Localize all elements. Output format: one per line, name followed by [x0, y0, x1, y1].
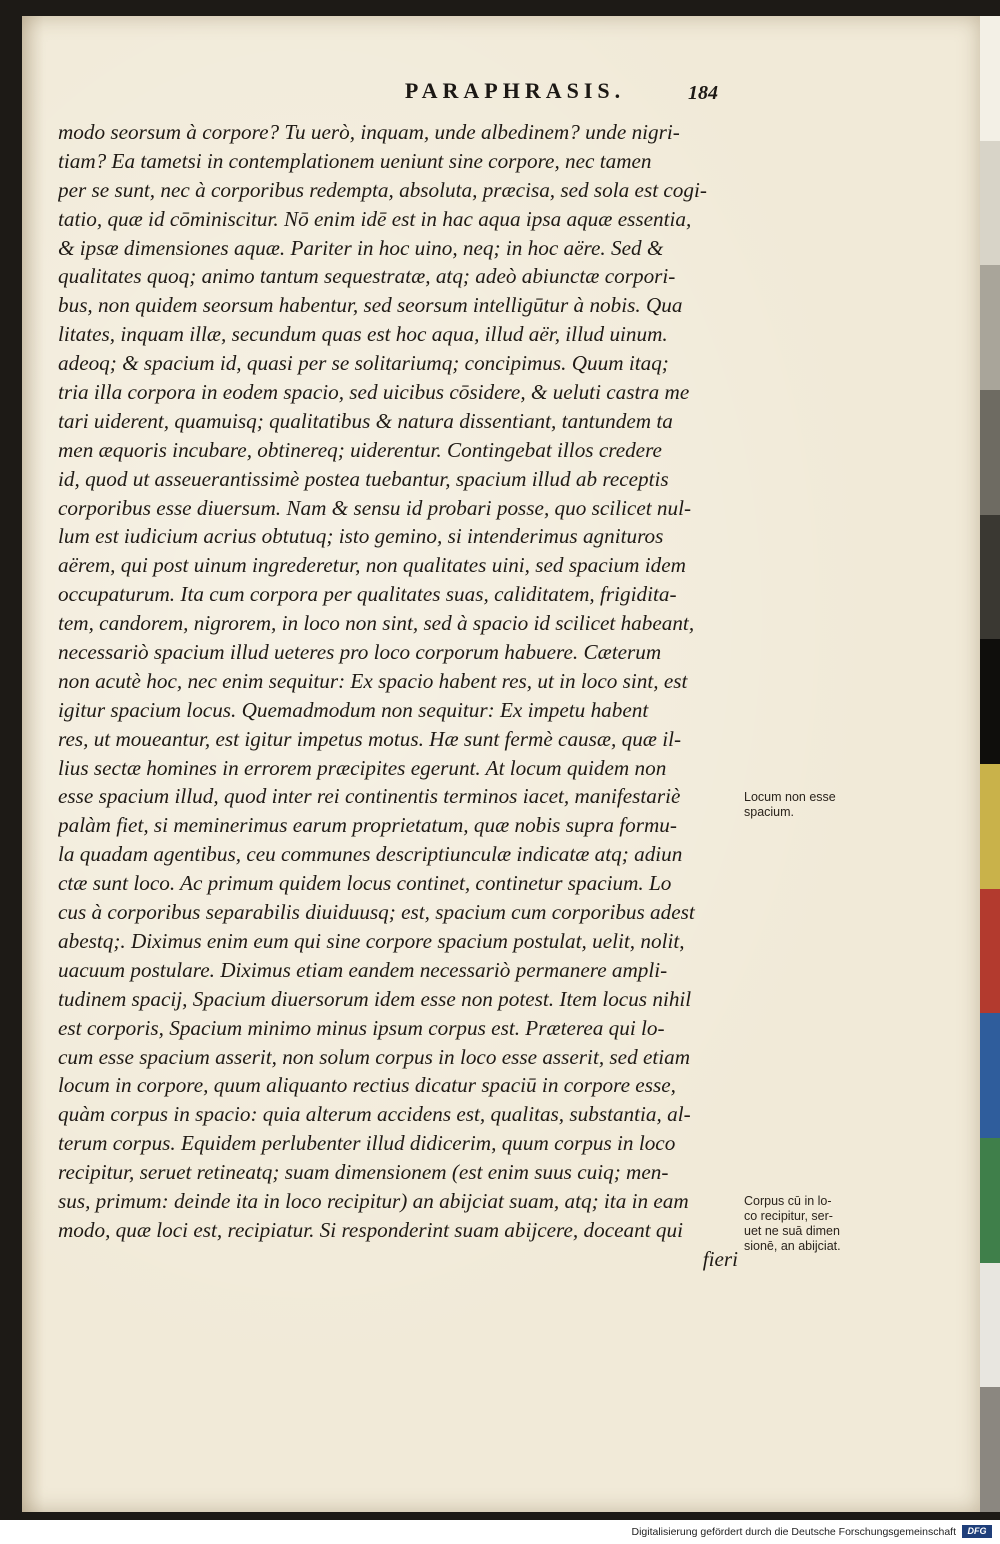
text-line: bus, non quidem seorsum habentur, sed seorsum intelligūtur à nobis. Qua — [58, 293, 683, 318]
running-head: PARAPHRASIS. — [404, 78, 626, 103]
color-swatch — [980, 889, 1000, 1014]
text-line: abestq;. Diximus enim eum qui sine corpore spacium postulat, uelit, nolit, — [58, 928, 685, 953]
text-line: tiam? Ea tametsi in contemplationem ueniunt sine corpore, nec tamen — [58, 148, 652, 173]
color-swatch — [980, 639, 1000, 764]
text-line: esse spacium illud, quod inter rei continentis terminos iacet, manifestariè — [58, 784, 681, 809]
text-line: adeoq; & spacium id, quasi per se solitariumq; concipimus. Quum itaq; — [58, 351, 669, 376]
text-line: non acutè hoc, nec enim sequitur: Ex spacio habent res, ut in loco sint, est — [58, 668, 688, 693]
color-swatch — [980, 1263, 1000, 1388]
text-line: id, quod ut asseuerantissimè postea tuebantur, spacium illud ab receptis — [58, 466, 669, 491]
text-line: ctæ sunt loco. Ac primum quidem locus continet, continetur spacium. Lo — [58, 871, 672, 896]
body-text — [58, 118, 738, 1274]
text-line: quàm corpus in spacio: quia alterum accidens est, qualitas, substantia, al- — [58, 1102, 691, 1127]
text-line: sus, primum: deinde ita in loco recipitur) an abijciat suam, atq; ita in eam — [58, 1188, 689, 1213]
text-line: palàm fiet, si meminerimus earum proprietatum, quæ nobis supra formu- — [58, 813, 677, 838]
text-line: uacuum postulare. Diximus etiam eandem necessariò permanere ampli- — [58, 957, 668, 982]
footer-credit-text: Digitalisierung gefördert durch die Deutsche Forschungsgemeinschaft — [631, 1526, 956, 1538]
text-line: igitur spacium locus. Quemadmodum non sequitur: Ex impetu habent — [58, 697, 649, 722]
text-line: modo, quæ loci est, recipiatur. Si responderint suam abijcere, doceant qui — [58, 1217, 683, 1242]
margin-note-line: Corpus cū in lo- — [744, 1194, 832, 1208]
text-line: & ipsæ dimensiones aquæ. Pariter in hoc uino, neq; in hoc aëre. Sed & — [58, 235, 664, 260]
text-line: res, ut moueantur, est igitur impetus motus. Hæ sunt fermè causæ, quæ il- — [58, 726, 682, 751]
color-swatch — [980, 1013, 1000, 1138]
text-line: est corporis, Spacium minimo minus ipsum corpus est. Præterea qui lo- — [58, 1015, 665, 1040]
text-line: tatio, quæ id cōminiscitur. Nō enim idē est in hac aqua ipsa aquæ essentia, — [58, 206, 692, 231]
dfg-logo: DFG — [962, 1525, 992, 1538]
text-line: tria illa corpora in eodem spacio, sed uicibus cōsidere, & ueluti castra me — [58, 380, 690, 405]
margin-note-line: sionē, an abijciat. — [744, 1239, 841, 1253]
margin-note-line: spacium. — [744, 805, 795, 819]
text-line: cus à corporibus separabilis diuiduusq; est, spacium cum corporibus adest — [58, 900, 695, 925]
text-line: tudinem spacij, Spacium diuersorum idem esse non potest. Item locus nihil — [58, 986, 692, 1011]
text-line: corporibus esse diuersum. Nam & sensu id probari posse, quo scilicet nul- — [58, 495, 692, 520]
margin-note-line: uet ne suā dimen — [744, 1224, 840, 1238]
color-swatch — [980, 1387, 1000, 1512]
margin-note — [744, 790, 894, 820]
margin-note-line: Locum non esse — [744, 790, 836, 804]
text-line: recipitur, seruet retineatq; suam dimensionem (est enim suus cuiq; men- — [58, 1160, 669, 1185]
color-swatch — [980, 390, 1000, 515]
text-line: tari uiderent, quamuisq; qualitatibus & natura dissentiant, tantundem ta — [58, 408, 673, 433]
color-swatch — [980, 1138, 1000, 1263]
text-line: cum esse spacium asserit, non solum corpus in loco esse asserit, sed etiam — [58, 1044, 691, 1069]
text-line: per se sunt, nec à corporibus redempta, absoluta, præcisa, sed sola est cogi- — [58, 177, 707, 202]
text-line: men æquoris incubare, obtinereq; uiderentur. Contingebat illos credere — [58, 437, 662, 462]
text-line: litates, inquam illæ, secundum quas est hoc aqua, illud aër, illud uinum. — [58, 322, 668, 347]
color-swatch — [980, 16, 1000, 141]
text-line: aërem, qui post uinum ingrederetur, non qualitates uini, sed spacium idem — [58, 553, 686, 578]
color-swatch — [980, 515, 1000, 640]
text-line: lius sectæ homines in errorem præcipites egerunt. At locum quidem non — [58, 755, 667, 780]
text-line: qualitates quoq; animo tantum sequestratæ, atq; adeò abiunctæ corpori- — [58, 264, 676, 289]
color-swatch — [980, 764, 1000, 889]
color-calibration-strip — [980, 16, 1000, 1512]
page-number: 184 — [688, 82, 718, 104]
text-line: fieri — [702, 1246, 738, 1271]
text-line: locum in corpore, quum aliquanto rectius dicatur spaciū in corpore esse, — [58, 1073, 676, 1098]
text-line: terum corpus. Equidem perlubenter illud didicerim, quum corpus in loco — [58, 1131, 676, 1156]
text-line: la quadam agentibus, ceu communes descriptiunculæ indicatæ atq; adiun — [58, 842, 683, 867]
margin-note — [744, 1194, 894, 1254]
margin-note-line: co recipitur, ser- — [744, 1209, 833, 1223]
color-swatch — [980, 141, 1000, 266]
color-swatch — [980, 265, 1000, 390]
text-line: lum est iudicium acrius obtutuq; isto gemino, si intenderimus agnituros — [58, 524, 664, 549]
text-line: modo seorsum à corpore? Tu uerò, inquam, unde albedinem? unde nigri- — [58, 120, 680, 144]
text-line: tem, candorem, nigrorem, in loco non sint, sed à spacio id scilicet habeant, — [58, 611, 695, 636]
text-line: necessariò spacium illud ueteres pro loco corporum habuere. Cæterum — [58, 640, 662, 665]
text-line: occupaturum. Ita cum corpora per qualitates suas, caliditatem, frigidita- — [58, 582, 677, 607]
footer-credit — [0, 1520, 1000, 1544]
